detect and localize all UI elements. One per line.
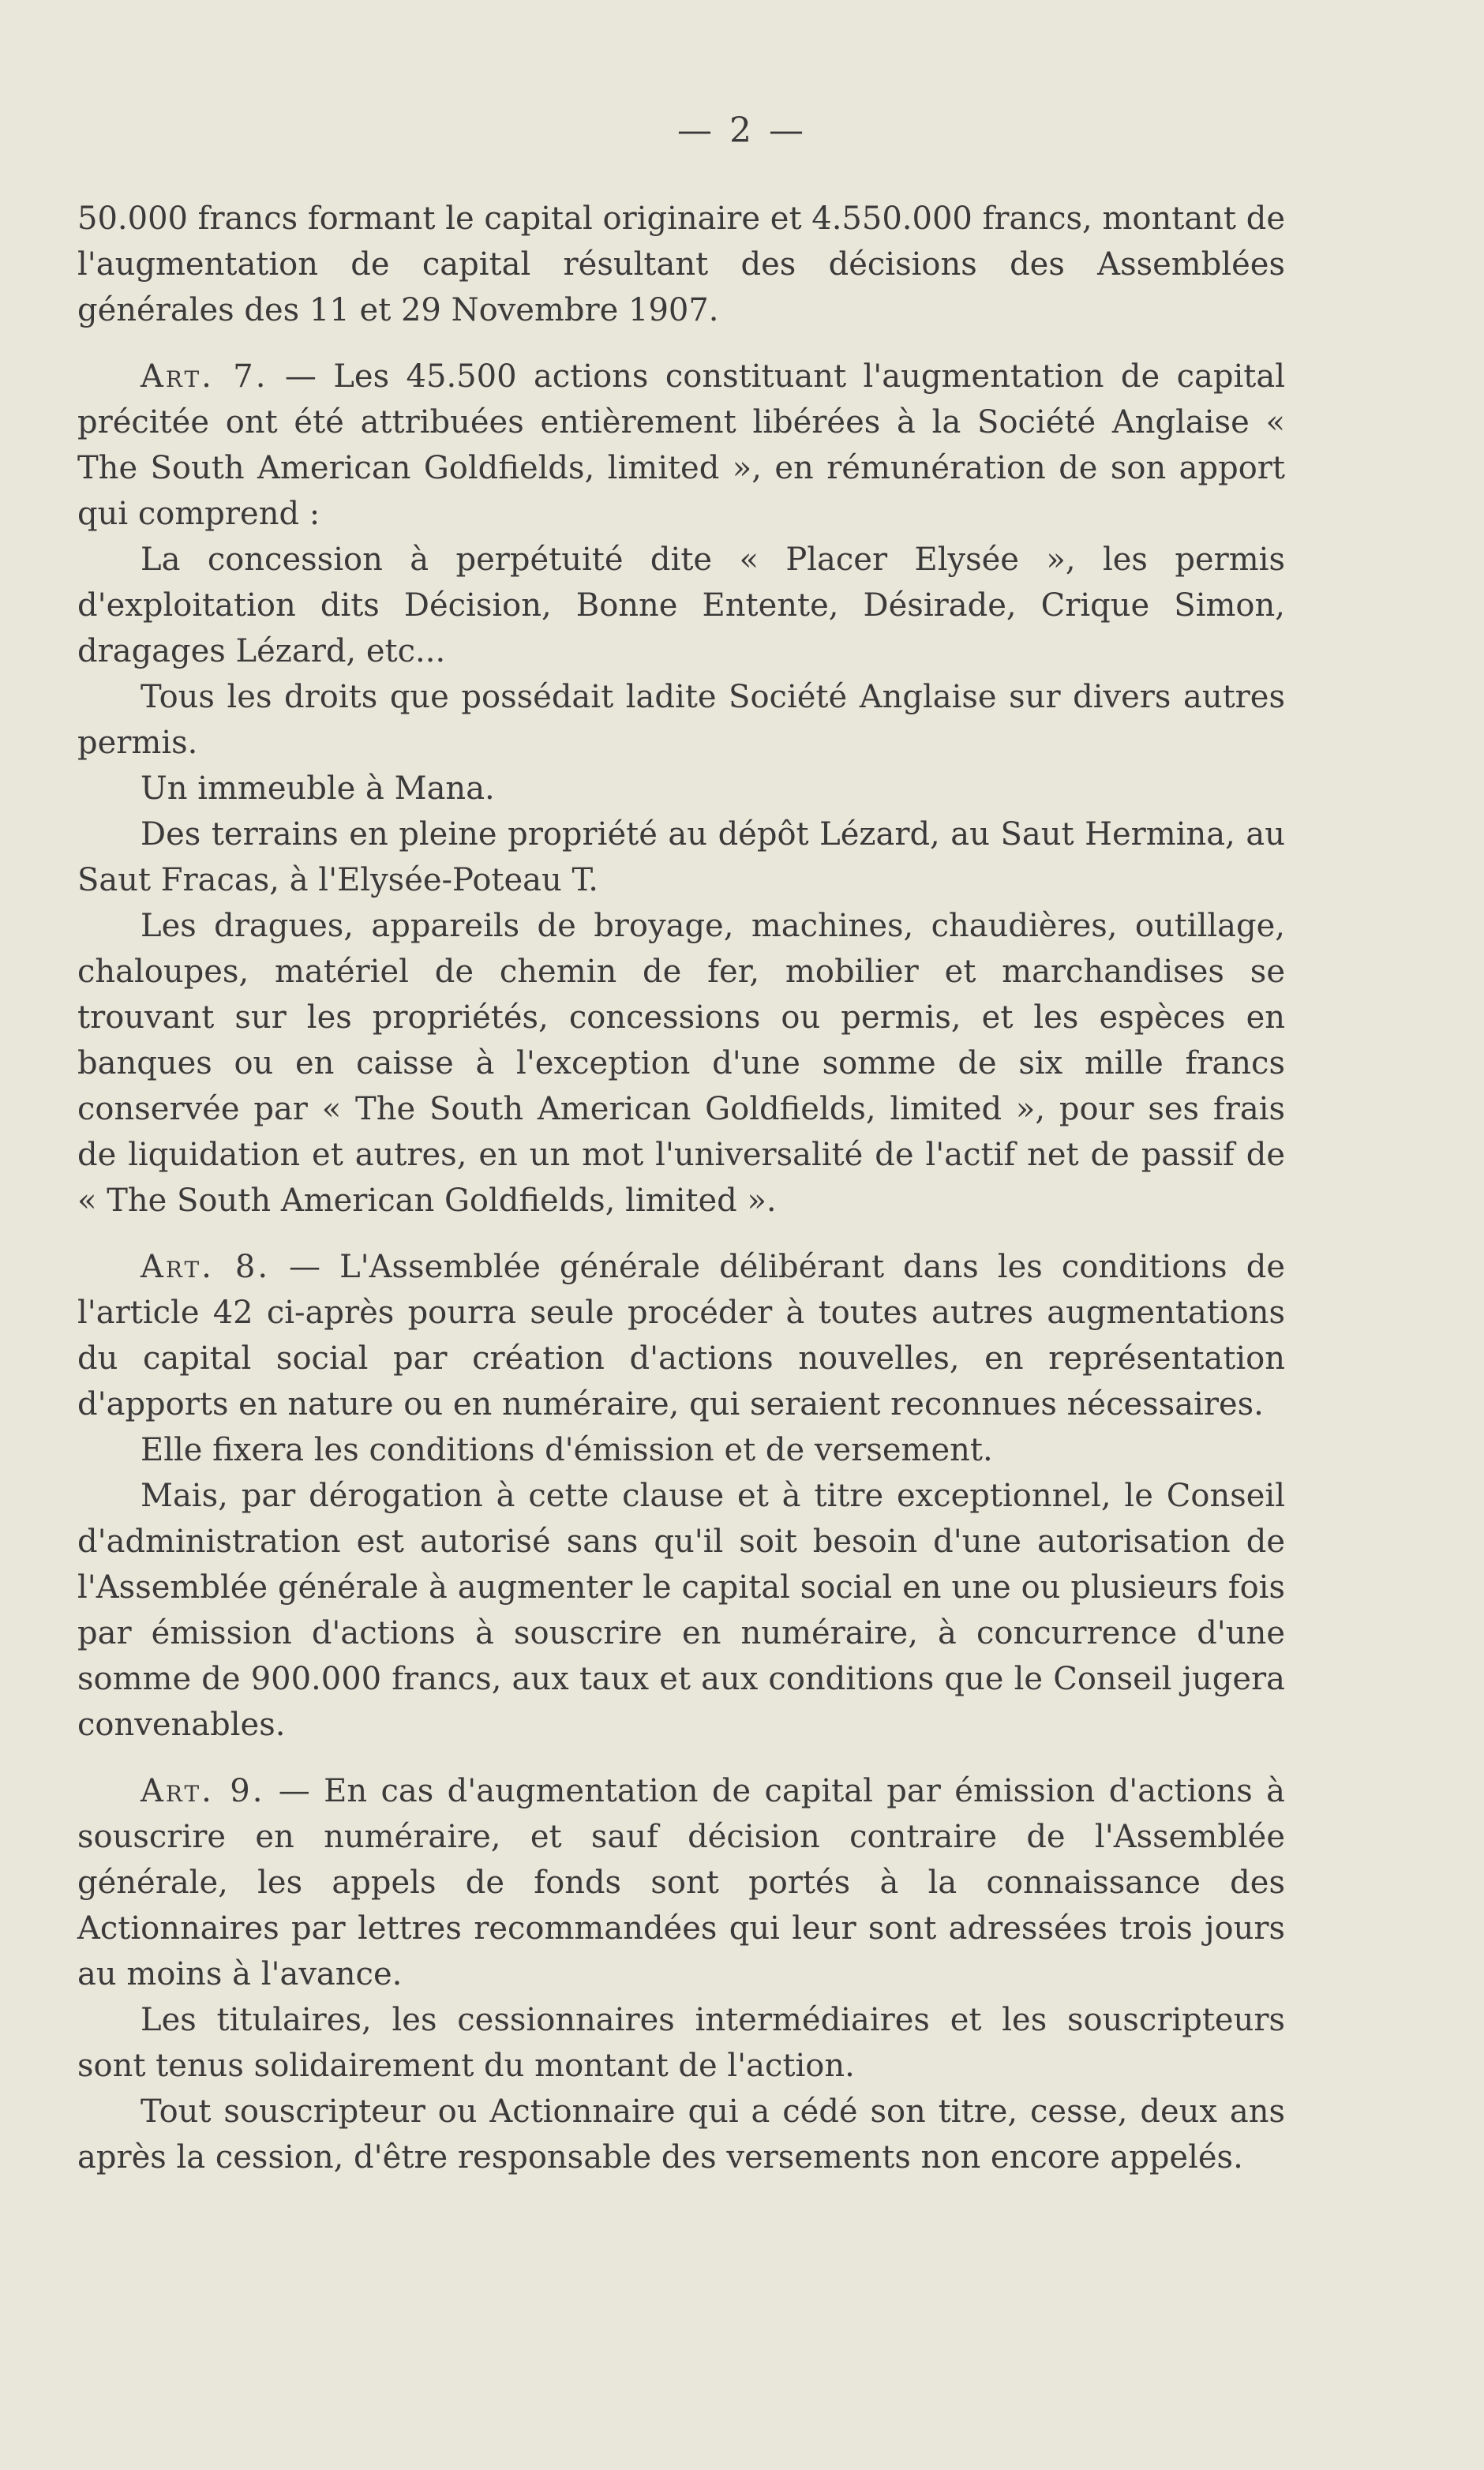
article-9: Art. 9. — En cas d'augmentation de capital par émission d'actions à souscrire en numéraire, et sauf décision contraire de l'Assemblée générale, les appels de fonds sont portés à la connaissance des Actionnaires par lettres recommandées qui leur sont adressées trois jours au moins à l'avance. bbox=[77, 1773, 1286, 1992]
article-label: Art. 7. bbox=[141, 358, 268, 395]
paragraph-board-authorization: Mais, par dérogation à cette clause et à titre exceptionnel, le Conseil d'administration est autorisé sans qu'il soit besoin d'une autorisation de l'Assemblée générale à augmenter le capital social en une ou plusieurs fois par émission d'actions à souscrire en numéraire, à concurrence d'une somme de 900.000 francs, aux taux et aux conditions que le Conseil jugera convenables. bbox=[77, 1478, 1285, 1743]
paragraph-emission-conditions: Elle fixera les conditions d'émission et de versement. bbox=[141, 1432, 993, 1468]
paragraph-concession: La concession à perpétuité dite « Placer Elysée », les permis d'exploitation dits Décision, Bonne Entente, Désirade, Crique Simon, dragages Lézard, etc... bbox=[77, 542, 1285, 669]
paragraph-joint-liability: Les titulaires, les cessionnaires intermédiaires et les souscripteurs sont tenus solidairement du montant de l'action. bbox=[77, 2002, 1285, 2084]
paragraph-land: Des terrains en pleine propriété au dépôt Lézard, au Saut Hermina, au Saut Fracas, à l'Elysée-Poteau T. bbox=[77, 816, 1285, 898]
article-7: Art. 7. — Les 45.500 actions constituant l'augmentation de capital précitée ont été attribuées entièrement libérées à la Société Anglaise « The South American Goldfields, limited », en rémunération de son apport qui comprend : bbox=[77, 358, 1286, 532]
article-label: Art. 8. bbox=[141, 1249, 271, 1285]
article-8: Art. 8. — L'Assemblée générale délibérant dans les conditions de l'article 42 ci-après pourra seule procéder à toutes autres augmentations du capital social par création d'actions nouvelles, en représentation d'apports en nature ou en numéraire, qui seraient reconnues nécessaires. bbox=[77, 1249, 1285, 1422]
paragraph-building: Un immeuble à Mana. bbox=[141, 770, 495, 807]
paragraph-equipment: Les dragues, appareils de broyage, machines, chaudières, outillage, chaloupes, matériel de chemin de fer, mobilier et marchandises se trouvant sur les propriétés, concessions ou permis, et les espèces en banques ou en caisse à l'exception d'une somme de six mille francs conservée par « The South American Goldfields, limited », pour ses frais de liquidation et autres, en un mot l'universalité de l'actif net de passif de « The South American Goldfields, limited ». bbox=[77, 908, 1285, 1219]
paragraph-rights: Tous les droits que possédait ladite Société Anglaise sur divers autres permis. bbox=[77, 679, 1285, 761]
paragraph-capital-summary: 50.000 francs formant le capital originaire et 4.550.000 francs, montant de l'augmentation de capital résultant des décisions des Assemblées générales des 11 et 29 Novembre 1907. bbox=[77, 201, 1285, 328]
page-number: — 2 — bbox=[677, 111, 807, 151]
paragraph-transfer-liability: Tout souscripteur ou Actionnaire qui a cédé son titre, cesse, deux ans après la cession, d'être responsable des versements non encore appelés. bbox=[77, 2093, 1285, 2176]
body-text bbox=[77, 196, 1285, 2180]
article-label: Art. 9. bbox=[141, 1773, 265, 1809]
